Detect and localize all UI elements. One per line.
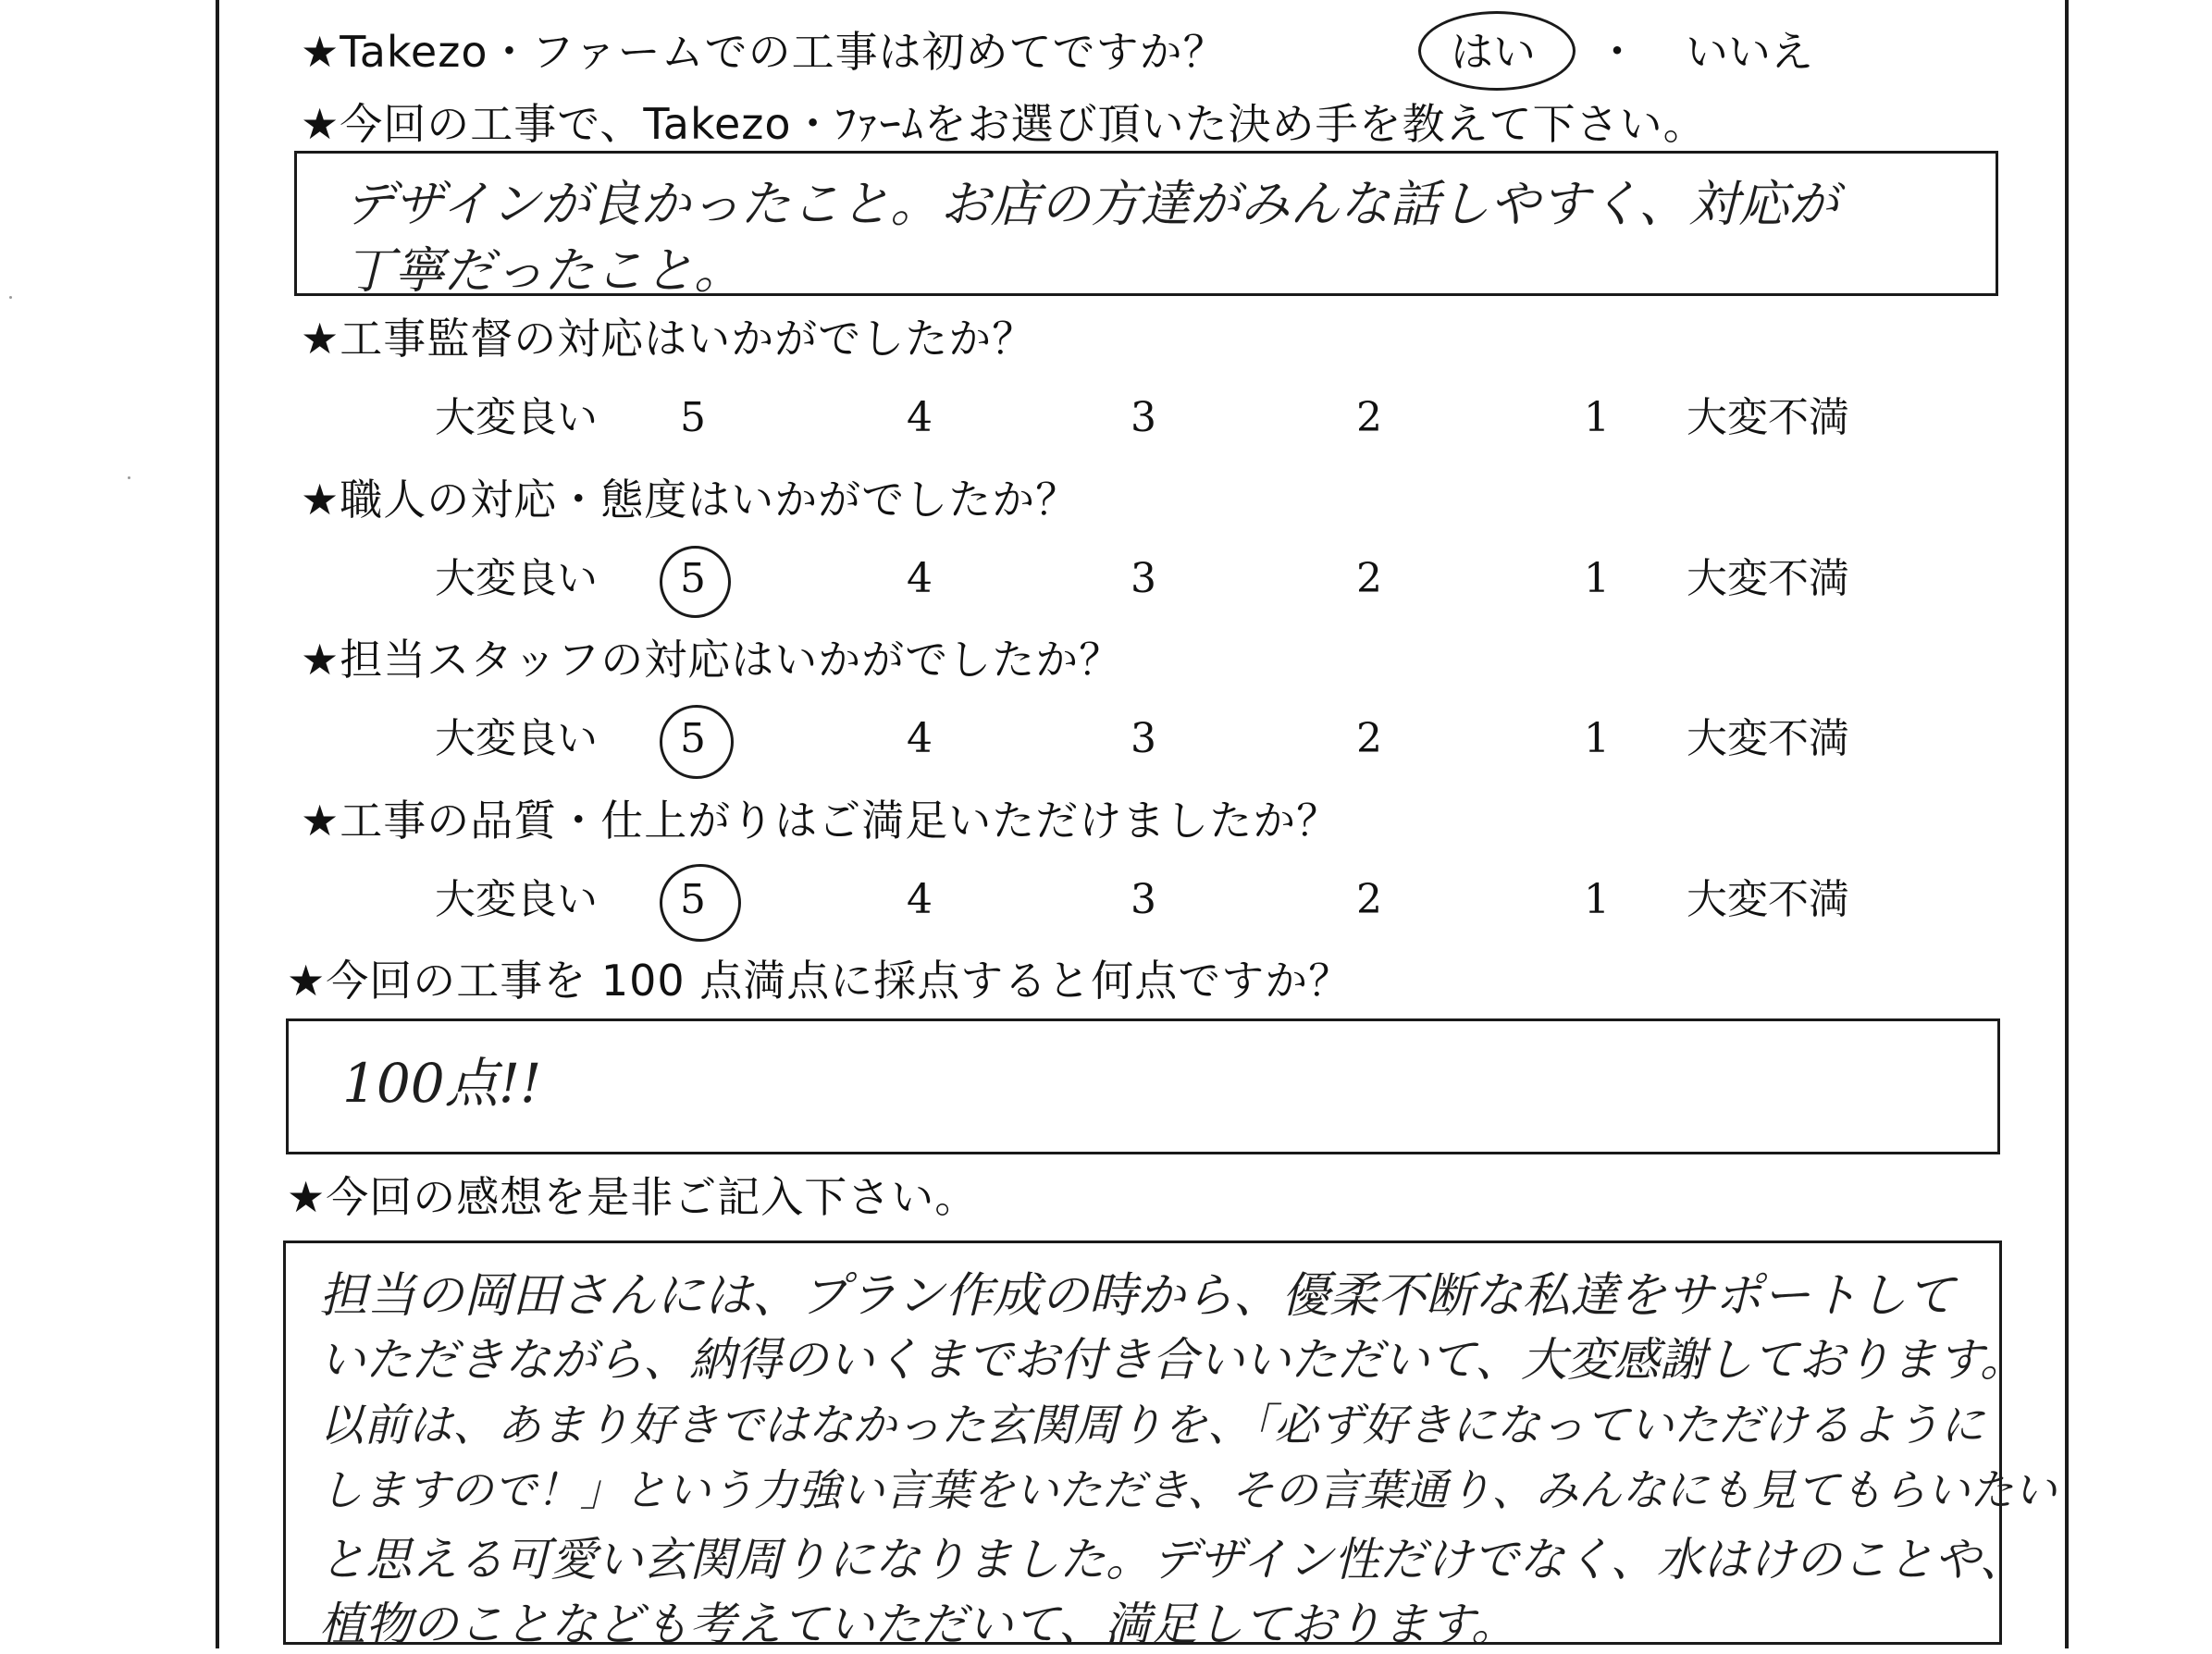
answer-box-score[interactable] — [286, 1018, 2000, 1154]
scale-option-2[interactable]: 2 — [1356, 876, 1382, 923]
handwritten-answer-line: デザインが良かったこと。お店の方達がみんな話しやすく、対応が — [344, 175, 1839, 233]
question-craftsmen: ★職人の対応・態度はいかがでしたか？ — [301, 475, 1080, 525]
scale-option-5[interactable]: 5 — [680, 555, 706, 602]
handwritten-comment-line: 植物のことなども考えていただいて、満足しております。 — [319, 1598, 1517, 1651]
scale-worst-label: 大変不満 — [1687, 394, 1849, 441]
scale-worst-label: 大変不満 — [1687, 555, 1849, 602]
scale-option-1[interactable]: 1 — [1584, 876, 1610, 923]
question-score: ★今回の工事を 100 点満点に採点すると何点ですか？ — [287, 956, 1353, 1006]
scale-option-2[interactable]: 2 — [1356, 715, 1382, 762]
scale-worst-label: 大変不満 — [1687, 715, 1849, 762]
scale-option-4[interactable]: 4 — [907, 715, 933, 762]
scale-worst-label: 大変不満 — [1687, 876, 1849, 923]
question-deciding-factor: ★今回の工事で、Takezo・ﾌｧｰﾑをお選び頂いた決め手を教えて下さい。 — [301, 99, 1707, 149]
left-border-line — [216, 0, 219, 1648]
scale-option-5[interactable]: 5 — [680, 394, 706, 441]
scale-option-3[interactable]: 3 — [1131, 715, 1156, 762]
handwritten-comment-line: 担当の岡田さんには、プラン作成の時から、優柔不断な私達をサポートして — [319, 1268, 1956, 1324]
scan-speck — [128, 476, 130, 479]
question-first-time: ★Takezo・ファームでの工事は初めてですか？ — [301, 27, 1227, 77]
handwritten-comment-line: 以前は、あまり好きではなかった玄関周りを、「必ず好きになっていただけるように — [319, 1400, 1985, 1451]
scale-best-label: 大変良い — [435, 555, 598, 602]
scale-option-4[interactable]: 4 — [907, 555, 933, 602]
scale-option-4[interactable]: 4 — [907, 394, 933, 441]
handwritten-score: 100点!! — [342, 1052, 542, 1115]
handwritten-comment-line: と思える可愛い玄関周りになりました。デザイン性だけでなく、水はけのことや、 — [319, 1533, 2026, 1586]
right-border-line — [2065, 0, 2069, 1648]
scale-option-3[interactable]: 3 — [1131, 876, 1156, 923]
question-supervisor: ★工事監督の対応はいかがでしたか？ — [301, 314, 1036, 364]
scale-option-1[interactable]: 1 — [1584, 715, 1610, 762]
scale-option-4[interactable]: 4 — [907, 876, 933, 923]
scale-best-label: 大変良い — [435, 715, 598, 762]
handwritten-answer-line: 丁寧だったこと。 — [344, 241, 744, 300]
scan-speck — [9, 296, 12, 299]
scale-best-label: 大変良い — [435, 394, 598, 441]
scale-option-2[interactable]: 2 — [1356, 555, 1382, 602]
scale-option-5[interactable]: 5 — [680, 715, 706, 762]
option-no[interactable]: いいえ — [1686, 27, 1813, 77]
scale-best-label: 大変良い — [435, 876, 598, 923]
handwritten-comment-line: いただきながら、納得のいくまでお付き合いいただいて、大変感謝しております。 — [319, 1333, 2026, 1387]
scale-option-5[interactable]: 5 — [680, 876, 706, 923]
scale-option-3[interactable]: 3 — [1131, 394, 1156, 441]
handwritten-comment-line: しますので！」という力強い言葉をいただき、その言葉通り、みんなにも見てもらいたい — [319, 1465, 2058, 1516]
question-quality: ★工事の品質・仕上がりはご満足いただけましたか？ — [301, 796, 1341, 846]
question-impressions: ★今回の感想を是非ご記入下さい。 — [287, 1172, 979, 1222]
option-separator: ・ — [1596, 27, 1638, 77]
scale-option-1[interactable]: 1 — [1584, 394, 1610, 441]
scale-option-1[interactable]: 1 — [1584, 555, 1610, 602]
option-yes[interactable]: はい — [1451, 27, 1536, 77]
scale-option-3[interactable]: 3 — [1131, 555, 1156, 602]
scale-option-2[interactable]: 2 — [1356, 394, 1382, 441]
question-staff: ★担当スタッフの対応はいかがでしたか？ — [301, 635, 1123, 685]
